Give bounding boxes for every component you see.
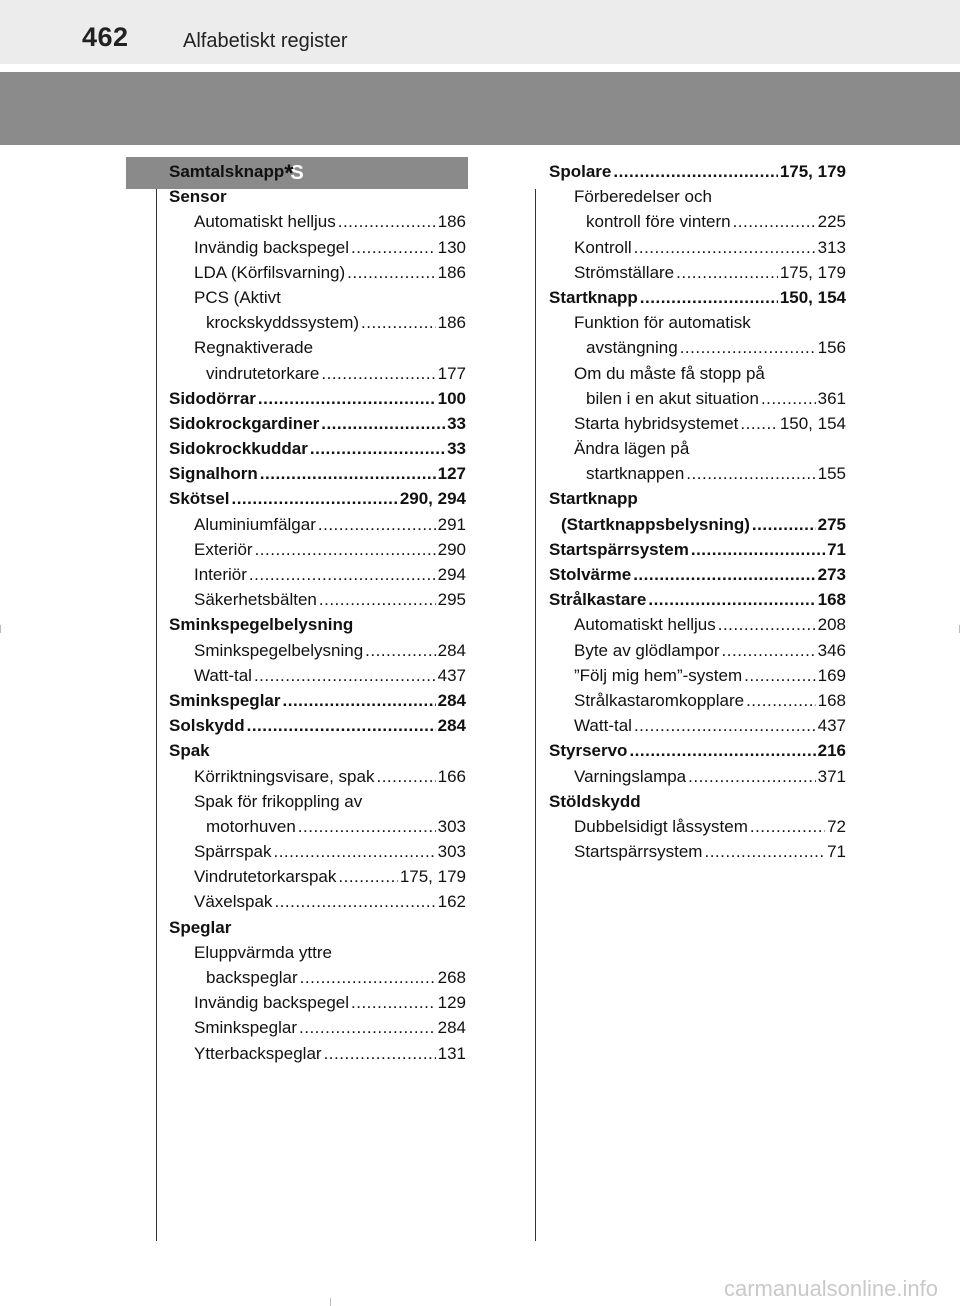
dot-leader [613, 162, 777, 182]
index-entry [169, 892, 466, 917]
entry-term: motorhuven [206, 816, 296, 836]
dot-leader [258, 389, 436, 409]
index-entry [169, 389, 466, 414]
dot-leader [247, 716, 436, 736]
entry-term: Regnaktiverade [194, 338, 314, 358]
index-entry [549, 817, 846, 842]
entry-term: Aluminiumfälgar [194, 514, 316, 534]
entry-page-number: 290 [437, 539, 466, 559]
entry-term: Dubbelsidigt låssystem [574, 816, 748, 836]
index-entry [169, 943, 466, 968]
crop-mark [330, 1298, 331, 1306]
entry-term: Stöldskydd [549, 791, 641, 811]
dot-leader [376, 767, 435, 787]
entry-page-number: 186 [437, 212, 466, 232]
entry-term: Styrservo [549, 741, 628, 761]
dot-leader [321, 364, 435, 384]
entry-term: Watt-tal [574, 716, 632, 736]
entry-term: Signalhorn [169, 464, 258, 484]
entry-term: Vindrutetorkarspak [194, 867, 337, 887]
entry-page-number: 303 [437, 842, 466, 862]
index-entry [169, 212, 466, 237]
entry-term: Automatiskt helljus [194, 212, 336, 232]
entry-page-number: 175, 179 [779, 162, 846, 181]
index-entry [549, 464, 846, 489]
entry-term: Om du måste få stopp på [574, 363, 765, 383]
entry-page-number: 166 [437, 766, 466, 786]
index-entry [549, 162, 846, 187]
index-entry [549, 338, 846, 363]
entry-term: Säkerhetsbälten [194, 590, 317, 610]
entry-page-number: 361 [817, 388, 846, 408]
entry-page-number: 216 [817, 741, 846, 761]
entry-page-number: 346 [817, 640, 846, 660]
index-entry [549, 263, 846, 288]
entry-page-number: 150, 154 [779, 287, 846, 307]
entry-term: backspeglar [206, 968, 298, 987]
entry-term: Sminkspegelbelysning [169, 615, 354, 635]
index-entry [169, 590, 466, 615]
entry-term: Stolvärme [549, 565, 632, 584]
watermark: carmanualsonline.info [723, 1276, 938, 1301]
dot-leader [752, 515, 816, 535]
index-entry [169, 187, 466, 212]
entry-page-number: 291 [437, 514, 466, 534]
dot-leader [298, 817, 436, 837]
entry-page-number: 33 [447, 439, 466, 459]
entry-term: Starta hybridsystemet [574, 413, 739, 433]
entry-page-number: 437 [437, 665, 466, 685]
entry-page-number: 295 [437, 590, 466, 610]
index-entry [169, 288, 466, 313]
index-entry [169, 540, 466, 565]
entry-term: LDA (Körfilsvarning) [194, 262, 346, 282]
entry-term: krockskyddssystem) [206, 313, 360, 333]
index-entry [169, 565, 466, 590]
dot-leader [231, 489, 397, 509]
entry-term: Strömställare [574, 262, 675, 282]
page-title: Alfabetiskt register [183, 30, 348, 52]
dot-leader [761, 389, 816, 409]
dot-leader [744, 666, 816, 686]
dot-leader [319, 590, 436, 610]
entry-term: Spak för frikoppling av [194, 791, 363, 811]
dot-leader [750, 817, 825, 837]
index-entry [169, 666, 466, 691]
index-entry: Samtalsknapp * [169, 160, 294, 187]
entry-term: Sidokrockgardiner [169, 413, 320, 433]
entry-term: Spärrspak [194, 842, 272, 862]
entry-term: Startspärrsystem [574, 842, 703, 862]
dot-leader [733, 212, 816, 232]
entry-page-number: 33 [447, 413, 466, 433]
dot-leader [254, 666, 436, 686]
entry-page-number: 71 [827, 539, 846, 559]
dot-leader [688, 767, 815, 787]
index-entry [169, 489, 466, 514]
entry-page-number: 186 [437, 262, 466, 282]
dot-leader [634, 716, 816, 736]
entry-term: Växelspak [194, 892, 273, 912]
index-entry [549, 741, 846, 766]
entry-term: Spolare [549, 162, 612, 181]
index-entry [549, 212, 846, 237]
index-entry [169, 464, 466, 489]
entry-term: Sidokrockkuddar [169, 439, 308, 459]
index-entry [549, 767, 846, 792]
index-entry [169, 515, 466, 540]
dot-leader [640, 288, 778, 308]
entry-page-number: 72 [827, 816, 846, 836]
entry-term: Kontroll [574, 237, 632, 257]
entry-term: Startknapp [549, 287, 638, 307]
entry-term: Körriktningsvisare, spak [194, 766, 375, 786]
entry-page-number: 71 [827, 842, 846, 862]
index-entry [549, 842, 846, 867]
dot-leader [318, 515, 436, 535]
index-entry [169, 641, 466, 666]
index-entry [549, 439, 846, 464]
entry-term: ”Följ mig hem”-system [574, 665, 743, 685]
entry-page-number: 225 [817, 212, 846, 232]
index-entry [549, 590, 846, 615]
entry-page-number: 168 [817, 690, 846, 710]
index-entry [169, 767, 466, 792]
entry-term: Skötsel [169, 489, 230, 509]
index-entry [169, 364, 466, 389]
column-divider-left [156, 189, 157, 1241]
entry-term: Strålkastaromkopplare [574, 690, 745, 710]
dot-leader [300, 968, 436, 988]
entry-term: avstängning [586, 338, 678, 358]
index-entry [549, 641, 846, 666]
entry-term: Solskydd [169, 716, 245, 736]
index-entry [549, 666, 846, 691]
dot-leader [680, 338, 816, 358]
entry-term: Invändig backspegel [194, 993, 350, 1013]
index-entry [549, 792, 846, 817]
index-entry [549, 565, 846, 590]
entry-term: Funktion för automatisk [574, 313, 751, 333]
index-entry [169, 867, 466, 892]
dot-leader [691, 540, 825, 560]
entry-page-number: 129 [437, 993, 466, 1013]
index-entry [169, 691, 466, 716]
dot-leader [676, 263, 778, 283]
entry-term: Sminkspegelbelysning [194, 640, 364, 660]
dot-leader [718, 615, 816, 635]
dot-leader [361, 313, 436, 333]
dot-leader [365, 641, 435, 661]
entry-page-number: 177 [437, 363, 466, 383]
index-entry [549, 615, 846, 640]
index-entry [169, 993, 466, 1018]
index-entry [549, 364, 846, 389]
index-entry [169, 238, 466, 263]
index-entry [169, 313, 466, 338]
index-entry [169, 1018, 466, 1043]
index-entry [169, 414, 466, 439]
dot-leader [722, 641, 816, 661]
entry-page-number: 162 [437, 892, 466, 912]
index-entry [549, 238, 846, 263]
entry-term: vindrutetorkare [206, 363, 320, 383]
entry-page-number: 275 [817, 514, 846, 534]
page-header [0, 0, 960, 64]
dot-leader [274, 892, 435, 912]
dot-leader [740, 414, 777, 434]
dot-leader [338, 212, 436, 232]
entry-term: kontroll före vintern [586, 212, 731, 232]
dot-leader [321, 414, 445, 434]
dot-leader [648, 590, 815, 610]
dot-leader [351, 993, 436, 1013]
entry-term: Samtalsknapp [169, 162, 285, 181]
index-entry [549, 187, 846, 212]
entry-page-number: 284 [437, 1018, 466, 1038]
index-entry [169, 918, 466, 943]
index-entry [549, 691, 846, 716]
entry-page-number: 156 [817, 338, 846, 358]
dot-leader [255, 540, 436, 560]
entry-term: Exteriör [194, 539, 253, 559]
index-entry [549, 414, 846, 439]
dot-leader [686, 464, 815, 484]
dot-leader [351, 238, 436, 258]
entry-term: Sminkspeglar [194, 1018, 297, 1038]
index-entry [169, 817, 466, 842]
dot-leader [283, 691, 436, 711]
entry-term: Startspärrsystem [549, 539, 689, 559]
index-column-left [169, 162, 466, 1069]
entry-page-number: 437 [817, 716, 846, 736]
entry-term: Spak [169, 741, 210, 761]
section-letter-bar: S [126, 157, 468, 189]
index-entry [549, 389, 846, 414]
entry-term: Byte av glödlampor [574, 640, 720, 660]
entry-page-number: 131 [437, 1043, 466, 1063]
entry-page-number: 313 [817, 237, 846, 257]
header-band [0, 72, 960, 145]
index-entry [549, 540, 846, 565]
entry-term: Sensor [169, 187, 227, 207]
index-entry [169, 792, 466, 817]
index-entry [169, 716, 466, 741]
dot-leader [260, 464, 436, 484]
index-entry [169, 263, 466, 288]
dot-leader [324, 1044, 436, 1064]
entry-page-number: 155 [817, 464, 846, 484]
index-entry [169, 741, 466, 766]
dot-leader [347, 263, 435, 283]
entry-page-number: 130 [437, 237, 466, 257]
dot-leader [746, 691, 816, 711]
index-entry [169, 439, 466, 464]
entry-term: Speglar [169, 917, 232, 937]
entry-page-number: 284 [437, 640, 466, 660]
entry-page-number: 100 [437, 388, 466, 408]
index-column-right [549, 162, 846, 867]
entry-term: Ytterbackspeglar [194, 1043, 322, 1063]
entry-page-number: 208 [817, 615, 846, 635]
entry-term: Invändig backspegel [194, 237, 350, 257]
entry-page-number: 127 [437, 464, 466, 484]
entry-term: (Startknappsbelysning) [561, 514, 750, 534]
index-entry [169, 1044, 466, 1069]
entry-term: Sidodörrar [169, 388, 256, 408]
dot-leader [310, 439, 445, 459]
index-entry [169, 615, 466, 640]
entry-page-number: 150, 154 [779, 413, 846, 433]
index-entry [549, 313, 846, 338]
dot-leader [633, 565, 815, 585]
dot-leader [338, 867, 397, 887]
entry-term: Interiör [194, 565, 247, 584]
entry-term: bilen i en akut situation [586, 388, 759, 408]
entry-page-number: 294 [437, 565, 466, 584]
entry-page-number: 268 [437, 968, 466, 987]
entry-page-number: 273 [817, 565, 846, 584]
column-divider-middle [535, 189, 536, 1241]
entry-page-number: 284 [437, 716, 466, 736]
entry-term: Ändra lägen på [574, 439, 690, 459]
entry-term: Startknapp [549, 489, 638, 509]
entry-term: startknappen [586, 464, 685, 484]
entry-term: Varningslampa [574, 766, 687, 786]
index-entry [549, 716, 846, 741]
entry-page-number: 175, 179 [779, 262, 846, 282]
dot-leader [634, 238, 816, 258]
entry-page-number: 284 [437, 690, 466, 710]
index-entry [169, 842, 466, 867]
index-entry [169, 338, 466, 363]
entry-page-number: 169 [817, 665, 846, 685]
dot-leader [704, 842, 825, 862]
entry-page-number: 175, 179 [399, 867, 466, 887]
dot-leader [273, 842, 435, 862]
dot-leader [249, 565, 436, 585]
index-entry [169, 968, 466, 993]
entry-term: Watt-tal [194, 665, 252, 685]
index-entry [549, 288, 846, 313]
entry-term: Förberedelser och [574, 187, 712, 207]
page-number: 462 [82, 22, 129, 52]
dot-leader [629, 741, 815, 761]
index-entry [549, 515, 846, 540]
entry-page-number: 168 [817, 590, 846, 610]
dot-leader [299, 1018, 436, 1038]
crop-mark [0, 625, 1, 633]
entry-page-number: 371 [817, 766, 846, 786]
entry-page-number: 303 [437, 816, 466, 836]
entry-term: Eluppvärmda yttre [194, 942, 332, 962]
entry-term: Strålkastare [549, 590, 647, 610]
entry-page-number: 290, 294 [399, 489, 466, 509]
entry-term: Sminkspeglar [169, 690, 281, 710]
entry-term: PCS (Aktivt [194, 287, 281, 307]
entry-page-number: 186 [437, 313, 466, 333]
index-entry [549, 489, 846, 514]
entry-term: Automatiskt helljus [574, 615, 716, 635]
